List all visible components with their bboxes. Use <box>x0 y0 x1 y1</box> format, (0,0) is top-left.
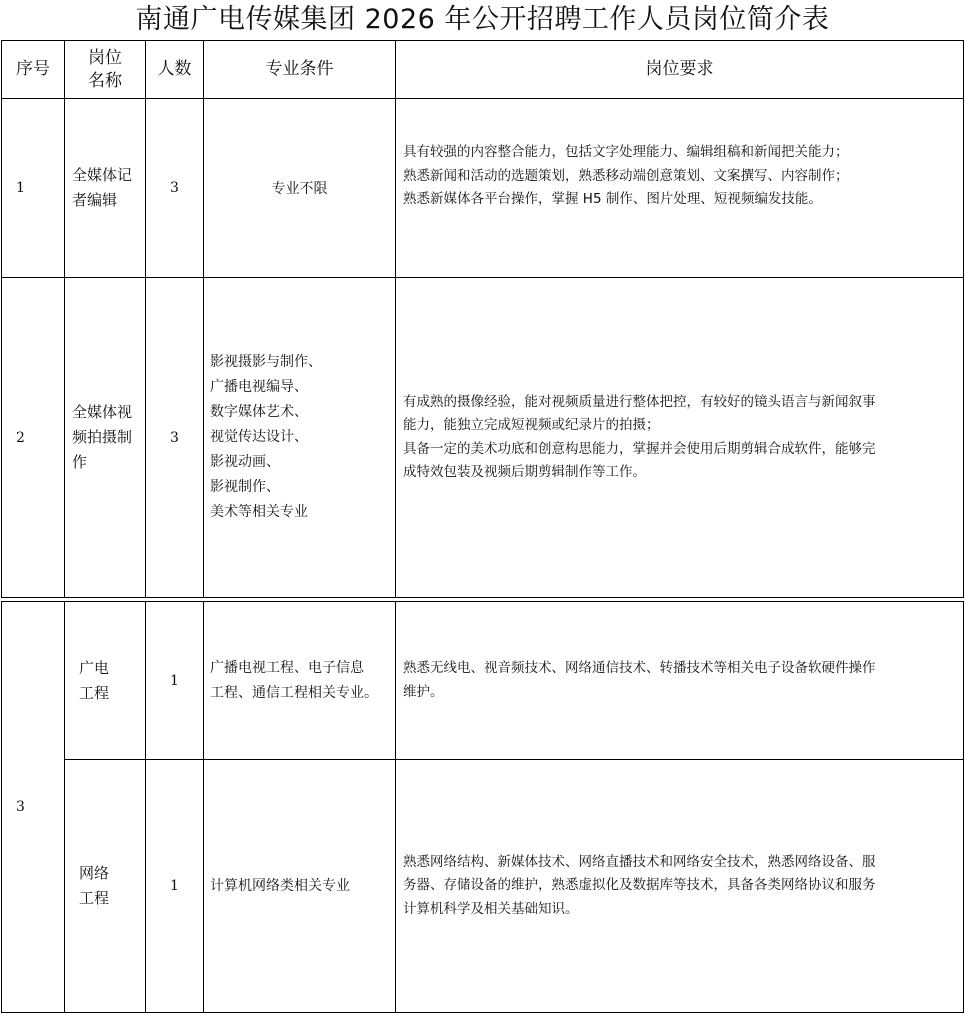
row-count: 3 <box>146 278 204 598</box>
requirement-line: 维护。 <box>403 683 444 700</box>
row-seq: 3 <box>2 602 65 1013</box>
row-count: 3 <box>146 99 204 278</box>
major-line: 工程、通信工程相关专业。 <box>210 684 378 701</box>
post-name-line: 广电 <box>79 658 110 677</box>
post-name-line: 网络 <box>79 864 110 882</box>
major-line: 广播电视编导、 <box>210 379 308 395</box>
row-post-name <box>65 760 146 1013</box>
post-name-line: 频拍摄制 <box>72 428 133 446</box>
major-line: 数字媒体艺术、 <box>210 404 308 420</box>
row-major: 专业不限 <box>204 99 396 278</box>
post-name-line: 全媒体视 <box>72 403 133 421</box>
requirement-line: 计算机科学及相关基础知识。 <box>403 900 579 917</box>
requirement-line: 熟悉新媒体各平台操作，掌握 H5 制作、图片处理、短视频编发技能。 <box>403 191 822 207</box>
major-line: 影视摄影与制作、 <box>210 354 322 370</box>
header-post-name <box>65 41 146 99</box>
post-name-line: 作 <box>72 453 88 471</box>
positions-table-continued <box>1 601 964 1013</box>
row-count: 1 <box>146 760 204 1013</box>
major-line: 影视制作、 <box>210 479 280 495</box>
header-seq: 序号 <box>2 41 65 99</box>
row-requirements <box>396 99 964 278</box>
requirement-line: 具有较强的内容整合能力，包括文字处理能力、编辑组稿和新闻把关能力； <box>403 144 849 160</box>
major-line: 广播电视工程、电子信息 <box>210 659 364 676</box>
post-name-line: 工程 <box>79 889 110 907</box>
row-requirements <box>396 278 964 598</box>
row-post-name <box>65 99 146 278</box>
row-requirements <box>396 760 964 1013</box>
page-title: 南通广电传媒集团 2026 年公开招聘工作人员岗位简介表 <box>135 4 830 35</box>
requirement-line: 熟悉新闻和活动的选题策划，熟悉移动端创意策划、文案撰写、内容制作； <box>403 167 849 184</box>
requirement-line: 能力，能独立完成短视频或纪录片的拍摄； <box>403 417 660 433</box>
major-line: 视觉传达设计、 <box>210 429 308 445</box>
requirement-text: 有成熟的摄像经验，能对视频质量进行整体把控，有较好的镜头语言与新闻叙事 <box>403 393 876 410</box>
requirement-line: 具备一定的美术功底和创意构思能力，掌握并会使用后期剪辑合成软件，能够完 <box>403 440 876 457</box>
row-major <box>204 278 396 598</box>
major-line: 影视动画、 <box>210 454 280 470</box>
post-name-line: 全媒体记 <box>72 166 133 184</box>
row-post-name <box>65 602 146 760</box>
table-row <box>2 602 964 760</box>
major-line: 美术等相关专业 <box>210 504 308 520</box>
row-major: 计算机网络类相关专业 <box>204 760 396 1013</box>
row-post-name <box>65 278 146 598</box>
header-post-name-line2: 名称 <box>88 70 122 91</box>
post-name-line: 者编辑 <box>72 191 118 209</box>
requirement-line: 务器、存储设备的维护，熟悉虚拟化及数据库等技术，具备各类网络协议和服务 <box>403 877 876 894</box>
requirement-line <box>403 391 957 415</box>
positions-table <box>1 40 964 598</box>
row-major <box>204 602 396 760</box>
row-count: 1 <box>146 602 204 760</box>
requirement-line: 熟悉网络结构、新媒体技术、网络直播技术和网络安全技术，熟悉网络设备、服 <box>403 853 876 870</box>
table-row <box>2 99 964 278</box>
table-row <box>2 278 964 598</box>
row-seq: 2 <box>2 278 65 598</box>
header-major: 专业条件 <box>204 41 396 99</box>
header-post-name-line1: 岗位 <box>88 47 122 68</box>
table-row <box>2 760 964 1013</box>
requirement-line: 成特效包装及视频后期剪辑制作等工作。 <box>403 464 646 480</box>
row-requirements <box>396 602 964 760</box>
table-header-row <box>2 41 964 99</box>
row-seq: 1 <box>2 99 65 278</box>
post-name-line: 工程 <box>79 683 110 702</box>
requirement-line: 熟悉无线电、视音频技术、网络通信技术、转播技术等相关电子设备软硬件操作 <box>403 660 876 676</box>
header-requirements: 岗位要求 <box>396 41 964 99</box>
header-count: 人数 <box>146 41 204 99</box>
